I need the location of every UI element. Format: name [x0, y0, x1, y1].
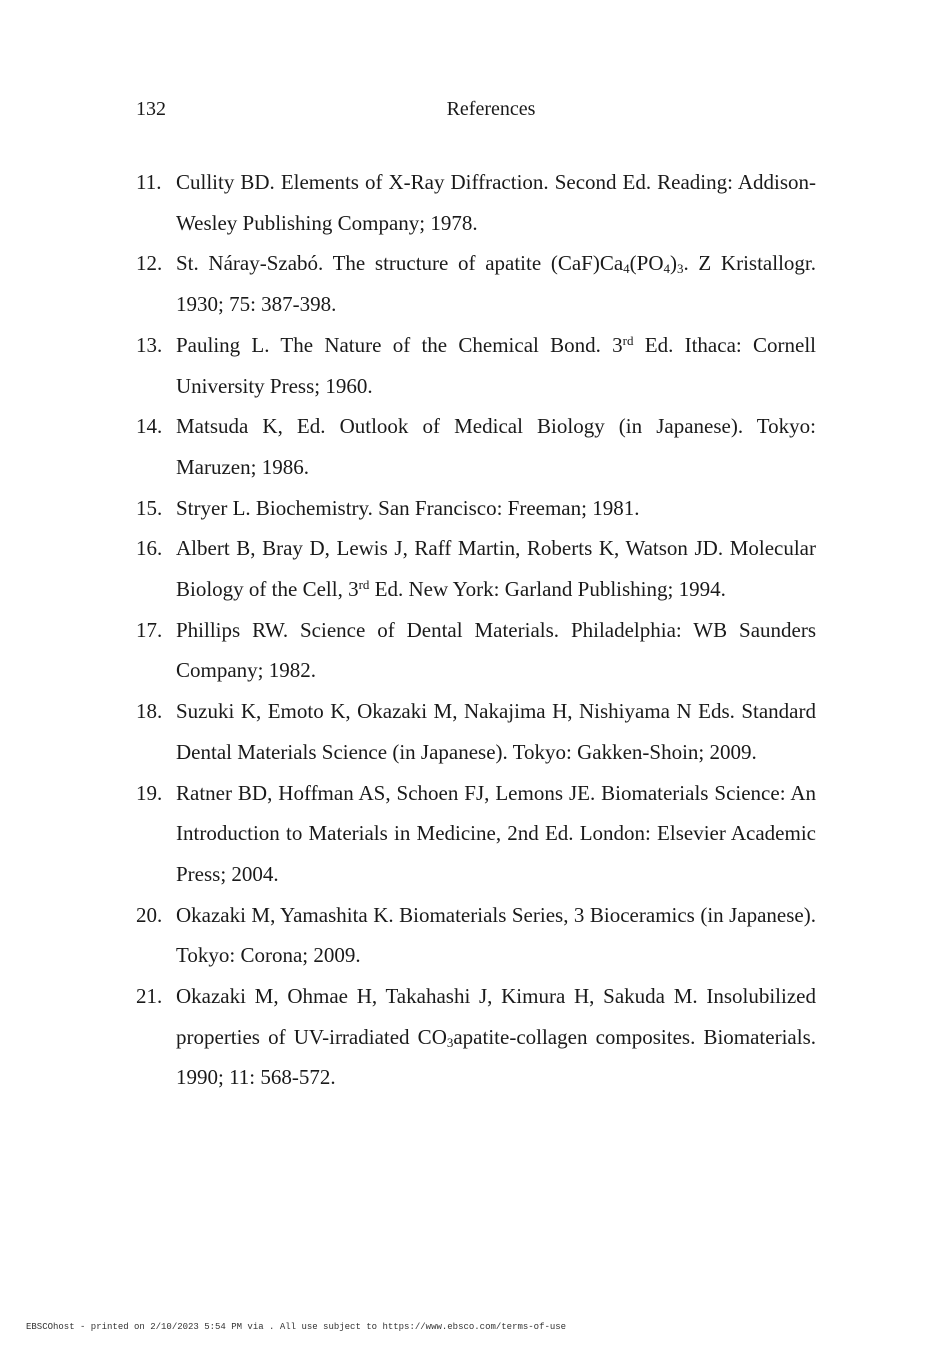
text-run: Albert B, Bray D, Lewis J, Raff Martin, Roberts K, Watson JD. Molecular Biology of the Cell, 3: [176, 536, 816, 602]
text-run: Matsuda K, Ed. Outlook of Medical Biology (in Japanese). Tokyo: Maruzen; 1986.: [176, 414, 816, 479]
reference-text: [176, 976, 816, 1098]
reference-item: [136, 325, 816, 406]
reference-item: [136, 691, 816, 772]
reference-number: 11.: [136, 170, 162, 194]
reference-item: [136, 162, 816, 243]
footer-notice: EBSCOhost - printed on 2/10/2023 5:54 PM via . All use subject to https://www.ebsco.com/terms-of-use: [26, 1322, 567, 1332]
reference-item: [136, 528, 816, 609]
reference-number: 21.: [136, 984, 163, 1009]
reference-number: 16.: [136, 536, 163, 561]
text-run: ): [670, 251, 677, 276]
text-run: Ed. Ithaca: Cornell University Press; 1960.: [176, 332, 816, 398]
reference-text: [176, 691, 816, 772]
text-run: apatite-collagen composites. Biomaterials. 1990; 11: 568-572.: [176, 1024, 816, 1090]
reference-text: [176, 895, 816, 976]
text-run: . Z Kristallogr. 1930; 75: 387-398.: [176, 251, 816, 317]
page-number: 132: [136, 98, 166, 120]
reference-number: 14.: [136, 414, 163, 439]
text-run: Cullity BD. Elements of X-Ray Diffraction. Second Ed. Reading: Addison-Wesley Publishing Company; 1978.: [176, 170, 816, 235]
reference-item: [136, 895, 816, 976]
text-run: Phillips RW. Science of Dental Materials. Philadelphia: WB Saunders Company; 1982.: [176, 617, 816, 683]
reference-text: [176, 610, 816, 691]
text-run: (PO: [629, 251, 664, 276]
reference-list: [136, 162, 816, 1098]
subscript: 4: [623, 261, 630, 277]
reference-item: [136, 243, 816, 324]
reference-text: [176, 773, 816, 895]
text-run: Suzuki K, Emoto K, Okazaki M, Nakajima H, Nishiyama N Eds. Standard Dental Materials Science (in Japanese). Tokyo: Gakken-Shoin; 2009.: [176, 699, 816, 764]
reference-text: [176, 406, 816, 487]
subscript: 3: [446, 1034, 454, 1050]
reference-text: [176, 528, 816, 609]
section-title: References: [446, 98, 536, 120]
text-run: Okazaki M, Ohmae H, Takahashi J, Kimura H, Sakuda M. Insolubilized properties of UV-irradiated CO: [176, 984, 816, 1049]
reference-number: 15.: [136, 495, 163, 520]
text-run: St. Náray-Szabó. The structure of apatite (CaF)Ca: [176, 251, 624, 276]
reference-number: 20.: [136, 902, 163, 927]
subscript: 4: [663, 261, 670, 277]
text-run: Okazaki M, Yamashita K. Biomaterials Series, 3 Bioceramics (in Japanese). Tokyo: Corona; 2009.: [176, 902, 816, 968]
reference-item: [136, 406, 816, 487]
reference-text: [176, 488, 816, 529]
text-run: Stryer L. Biochemistry. San Francisco: Freeman; 1981.: [176, 495, 640, 520]
reference-item: [136, 610, 816, 691]
reference-text: [176, 243, 816, 324]
superscript: rd: [622, 332, 634, 348]
reference-text: [176, 162, 816, 243]
reference-item: [136, 488, 816, 529]
reference-number: 13.: [136, 332, 163, 357]
reference-number: 17.: [136, 617, 163, 642]
text-run: Ratner BD, Hoffman AS, Schoen FJ, Lemons JE. Biomaterials Science: An Introduction to Materials in Medicine, 2nd Ed. London: Elsevier Academic Press; 2004.: [176, 780, 816, 886]
superscript: rd: [358, 577, 370, 593]
reference-number: 19.: [136, 780, 163, 805]
text-run: Pauling L. The Nature of the Chemical Bond. 3: [176, 332, 623, 357]
text-run: Ed. New York: Garland Publishing; 1994.: [369, 577, 726, 602]
reference-text: [176, 325, 816, 406]
reference-item: [136, 773, 816, 895]
subscript: 3: [677, 261, 684, 277]
reference-item: [136, 976, 816, 1098]
reference-number: 12.: [136, 251, 163, 276]
reference-number: 18.: [136, 699, 163, 724]
